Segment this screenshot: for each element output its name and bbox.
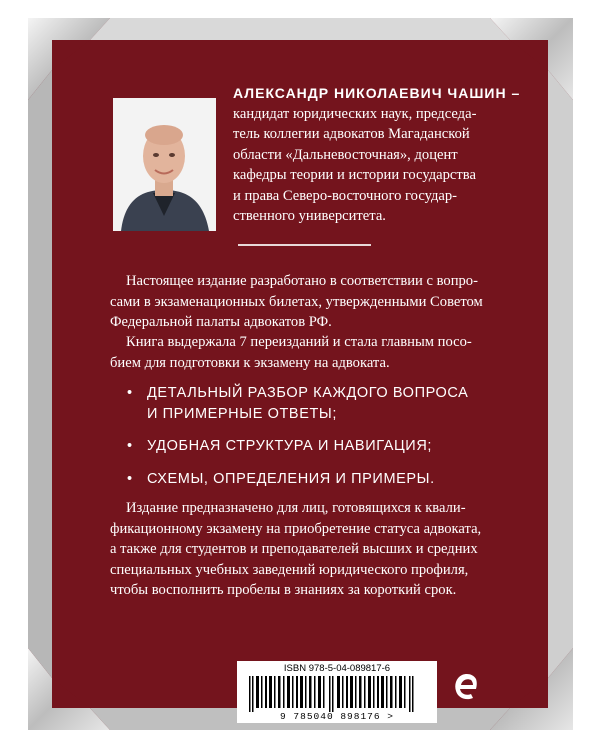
paragraph-line: чтобы восполнить пробелы в знаниях за короткий срок. (110, 582, 457, 598)
author-bio-line: тель коллегии адвокатов Магаданской (233, 126, 470, 142)
section-divider (238, 244, 371, 246)
barcode-number: 9 785040 898176 > (280, 711, 394, 722)
paragraph-line: специальных учебных заведений юридического профиля, (110, 561, 469, 578)
eksmo-logo-icon (452, 670, 482, 704)
description-paragraph-3 (110, 498, 493, 601)
author-bio-line: области «Дальневосточная», доцент (233, 146, 458, 163)
author-bio (233, 104, 553, 227)
author-bio-line: и права Северо-восточного государ- (233, 187, 458, 204)
description-paragraph-2 (110, 332, 493, 373)
feature-list-item (127, 436, 507, 457)
bullet-icon: • (127, 385, 133, 401)
author-info (233, 83, 553, 227)
feature-text-line: УДОБНАЯ СТРУКТУРА И НАВИГАЦИЯ; (147, 438, 433, 454)
author-photo (113, 98, 216, 231)
paragraph-line: Книга выдержала 7 переизданий и стала главным посо- (126, 334, 472, 350)
feature-list (127, 383, 507, 501)
bullet-icon: • (127, 470, 133, 487)
author-bio-line: ственного университета. (233, 208, 386, 224)
author-name: АЛЕКСАНДР НИКОЛАЕВИЧ ЧАШИН – (233, 85, 521, 101)
paragraph-line: сами в экзаменационных билетах, утвержденными Советом (110, 293, 483, 310)
feature-list-item (127, 469, 507, 490)
feature-text-line: СХЕМЫ, ОПРЕДЕЛЕНИЯ И ПРИМЕРЫ. (147, 470, 435, 487)
paragraph-line: фикационному экзамену на приобретение статуса адвоката, (110, 520, 482, 537)
feature-text-line: ДЕТАЛЬНЫЙ РАЗБОР КАЖДОГО ВОПРОСА (147, 385, 469, 401)
isbn-label: ISBN 978-5-04-089817-6 (283, 663, 391, 674)
paragraph-line: Издание предназначено для лиц, готовящихся к квали- (126, 500, 466, 516)
paragraph-line: бием для подготовки к экзамену на адвоката. (110, 354, 390, 371)
bullet-icon: • (127, 438, 133, 454)
paragraph-line: Настоящее издание разработано в соответствии с вопро- (126, 273, 478, 289)
description-paragraph-1 (110, 271, 493, 333)
author-bio-line: кафедры теории и истории государства (233, 167, 476, 183)
author-bio-line: кандидат юридических наук, председа- (233, 105, 477, 122)
paragraph-line: а также для студентов и преподавателей высших и средних (110, 541, 478, 557)
isbn-barcode (237, 661, 437, 723)
feature-list-item (127, 383, 507, 424)
paragraph-line: Федеральной палаты адвокатов РФ. (110, 314, 332, 330)
barcode-bars (245, 676, 429, 712)
feature-text-line: И ПРИМЕРНЫЕ ОТВЕТЫ; (147, 405, 337, 422)
